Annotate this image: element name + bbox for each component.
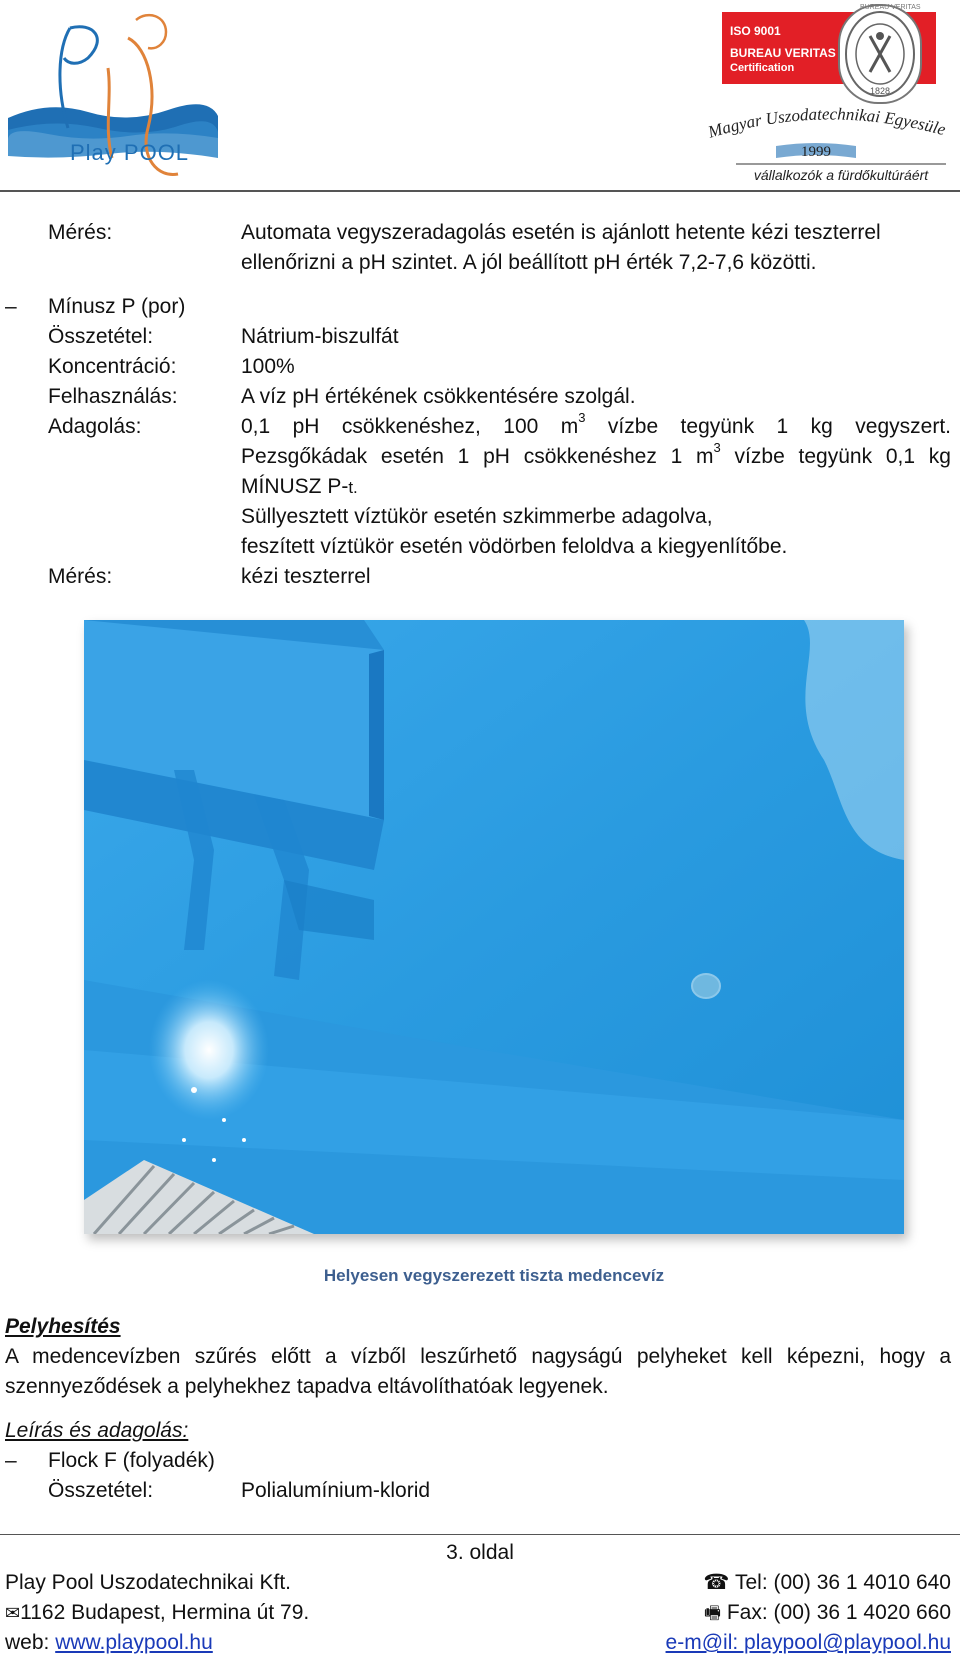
dosage-line3: MÍNUSZ P-t.	[241, 475, 358, 498]
header-divider	[0, 190, 960, 192]
bureau-veritas-cert	[722, 12, 936, 96]
uszodatechnikai-egyesulet-logo	[706, 100, 950, 186]
description-dosage-subtitle: Leírás és adagolás:	[5, 1419, 189, 1442]
seal-top-text: BUREAU VERITAS	[860, 4, 921, 11]
seal-year: 1828	[869, 86, 891, 96]
website-link[interactable]: www.playpool.hu	[55, 1631, 213, 1654]
composition-label: Összetétel:	[48, 325, 154, 348]
composition-value: Nátrium-biszulfát	[241, 325, 399, 348]
dosage-line5: feszített víztükör esetén vödörben feloldva a kiegyenlítőbe.	[241, 535, 788, 558]
dosage-line2: Pezsgőkádak esetén 1 pH csökkenéshez 1 $m^3$ vízbe tegyünk 0,1 kg	[241, 440, 951, 468]
assoc-year: 1999	[801, 144, 831, 160]
assoc-motto: vállalkozók a fürdőkultúráért	[753, 167, 929, 183]
flocculation-title: Pelyhesítés	[5, 1315, 121, 1338]
dosage-line4: Süllyesztett víztükör esetén szkimmerbe adagolva,	[241, 505, 713, 528]
assoc-name: Magyar Uszodatechnikai Egyesüle	[706, 104, 948, 142]
list-dash: –	[5, 1449, 17, 1472]
footer-web: web: www.playpool.hu	[5, 1631, 213, 1654]
footer-address: ✉1162 Budapest, Hermina út 79.	[5, 1601, 310, 1624]
dosage-label: Adagolás:	[48, 415, 142, 438]
svg-text:Magyar Uszodatechnikai Egyesül	[706, 100, 948, 142]
measure2-value: kézi teszterrel	[241, 565, 371, 588]
flocculation-para-line2: szennyeződések a pelyhekhez tapadva eltávolíthatóak legyenek.	[5, 1375, 609, 1398]
phone-icon: ☎	[703, 1571, 730, 1594]
page-number: 3. oldal	[446, 1541, 514, 1564]
list-dash: –	[5, 295, 17, 318]
footer-email	[666, 1628, 951, 1658]
pool-photo	[84, 620, 904, 1234]
logo-text: Play POOL	[70, 140, 190, 165]
mail-icon: ✉	[5, 1603, 21, 1623]
photo-caption: Helyesen vegyszerezett tiszta medencevíz	[323, 1266, 665, 1285]
usage-label: Felhasználás:	[48, 385, 178, 408]
cert-iso: ISO 9001	[730, 24, 781, 38]
minus-p-title: Mínusz P (por)	[48, 295, 186, 318]
measure1-line2: ellenőrizni a pH szintet. A jól beállított pH érték 7,2-7,6 közötti.	[241, 251, 817, 274]
flock-f-title: Flock F (folyadék)	[48, 1449, 215, 1472]
footer-company: Play Pool Uszodatechnikai Kft.	[5, 1571, 291, 1594]
usage-value: A víz pH értékének csökkentésére szolgál.	[241, 385, 636, 408]
dosage-line1: 0,1 pH csökkenéshez, 100 $m^3$ vízbe tegyünk 1 kg vegyszert.	[241, 410, 951, 438]
concentration-label: Koncentráció:	[48, 355, 177, 378]
measure1-line1: Automata vegyszeradagolás esetén is ajánlott hetente kézi teszterrel	[241, 221, 881, 244]
flocculation-para-line1: A medencevízben szűrés előtt a vízből leszűrhető nagyságú pelyheket kell képezni, hogy a	[5, 1345, 951, 1368]
concentration-value: 100%	[241, 355, 295, 378]
measure2-label: Mérés:	[48, 565, 113, 588]
flock-composition-value: Polialumínium-klorid	[241, 1479, 431, 1502]
footer-fax: 🖷 Fax: (00) 36 1 4020 660	[704, 1601, 951, 1624]
footer-tel: ☎ Tel: (00) 36 1 4010 640	[703, 1571, 951, 1594]
flock-composition-label: Összetétel:	[48, 1479, 154, 1502]
cert-sub: Certification	[730, 62, 795, 74]
footer-divider	[0, 1534, 960, 1535]
fax-icon: 🖷	[704, 1603, 721, 1623]
measure1-label: Mérés:	[48, 221, 113, 244]
email-link[interactable]: e-m@il: playpool@playpool.hu	[665, 1631, 951, 1654]
cert-name: BUREAU VERITAS	[730, 46, 836, 60]
play-pool-logo	[8, 8, 218, 188]
bureau-veritas-seal	[838, 4, 922, 104]
